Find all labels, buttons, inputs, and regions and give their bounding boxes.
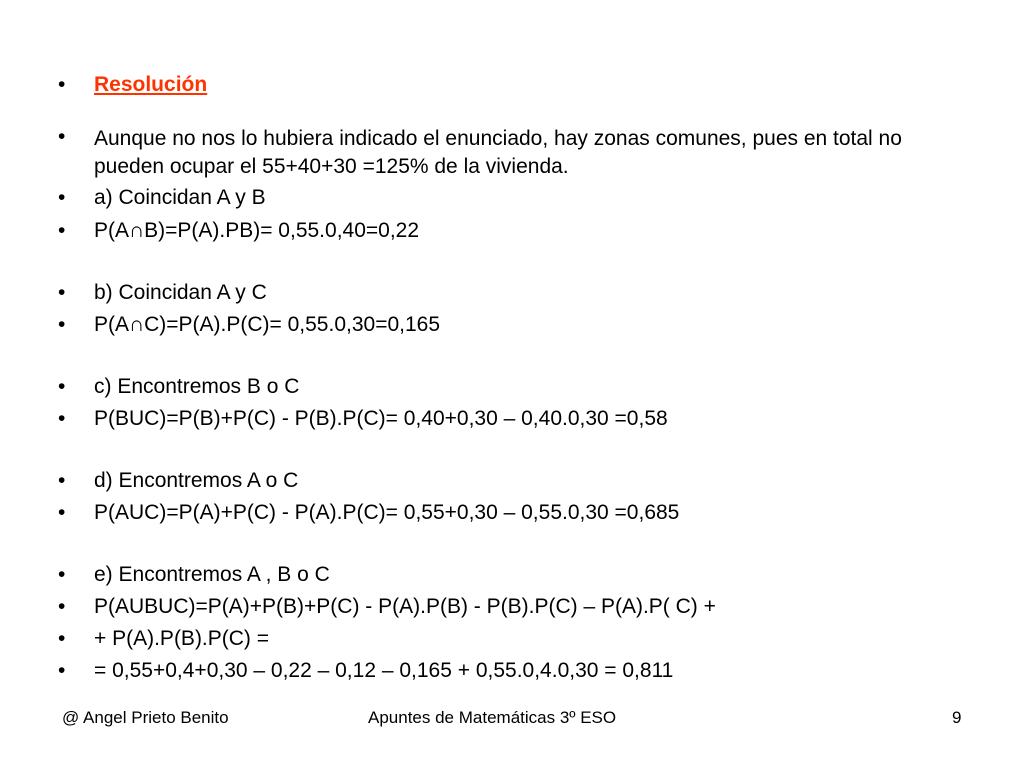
bullet-e-calc-3: • = 0,55+0,4+0,30 – 0,22 – 0,12 – 0,165 + 0,55.0,4.0,30 = 0,811 <box>58 656 938 685</box>
spacer <box>58 245 938 275</box>
bullet-e-calc-2: • + P(A).P(B).P(C) = <box>58 624 938 653</box>
bullet-a-calc: • P(A∩B)=P(A).PB)= 0,55.0,40=0,22 <box>58 216 938 245</box>
spacer <box>58 433 938 463</box>
bullet-b-title: • b) Coincidan A y C <box>58 278 938 307</box>
bullet-b-calc: • P(A∩C)=P(A).P(C)= 0,55.0,30=0,165 <box>58 310 938 339</box>
page-number: 9 <box>952 708 962 727</box>
spacer <box>58 527 938 557</box>
spacer <box>58 339 938 369</box>
bullet-d-title: • d) Encontremos A o C <box>58 466 938 495</box>
bullet-a-title: • a) Coincidan A y B <box>58 183 938 212</box>
bullet-list <box>58 70 938 685</box>
bullet-d-calc: • P(AUC)=P(A)+P(C) - P(A).P(C)= 0,55+0,30 – 0,55.0,30 =0,685 <box>58 498 938 527</box>
footer-author: @ Angel Prieto Benito <box>62 708 229 727</box>
bullet-heading <box>58 70 938 99</box>
bullet-c-calc: • P(BUC)=P(B)+P(C) - P(B).P(C)= 0,40+0,30 – 0,40.0,30 =0,58 <box>58 404 938 433</box>
footer-title: Apuntes de Matemáticas 3º ESO <box>368 708 617 727</box>
section-heading: Resolución <box>94 73 208 96</box>
bullet-c-title: • c) Encontremos B o C <box>58 372 938 401</box>
bullet-e-calc-1: • P(AUBUC)=P(A)+P(B)+P(C) - P(A).P(B) - P(B).P(C) – P(A).P( C) + <box>58 592 938 621</box>
bullet-intro: • Aunque no nos lo hubiera indicado el enunciado, hay zonas comunes, pues en total no pueden ocupar el 55+40+30 =125% de la vivienda. <box>58 123 938 181</box>
bullet-e-title: • e) Encontremos A , B o C <box>58 560 938 589</box>
